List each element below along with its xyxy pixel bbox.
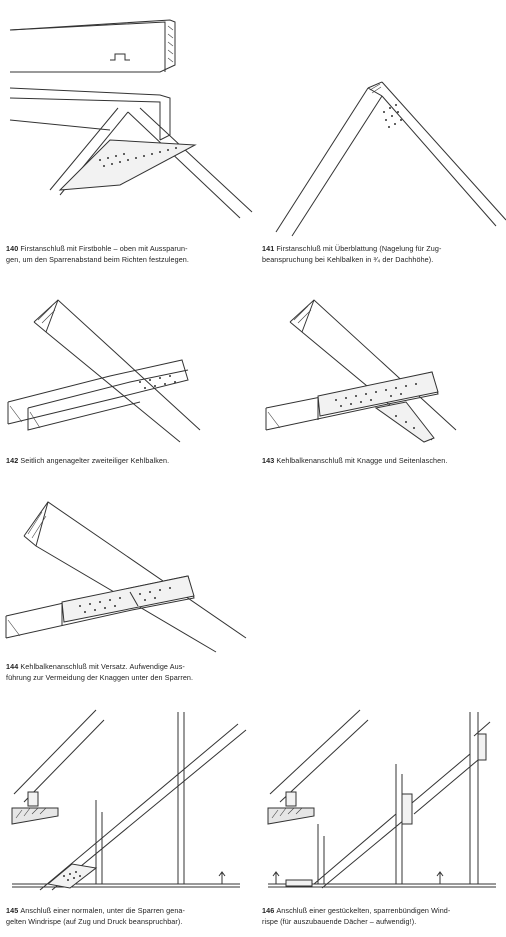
figure-143-drawing	[256, 290, 506, 450]
figure-144-drawing	[0, 488, 256, 658]
figure-145-drawing	[0, 704, 250, 900]
figure-142-text: Seitlich angenagelter zweiteiliger Kehlbalken.	[20, 456, 170, 465]
figure-143-caption	[262, 456, 502, 467]
figure-140-caption	[6, 244, 246, 265]
figure-142-number: 142	[6, 456, 21, 465]
figure-146-text: Anschluß einer gestückelten, sparrenbündigen Wind- rispe (für auszubauende Dächer – aufwendig!).	[262, 906, 451, 926]
figure-142-caption	[6, 456, 246, 467]
figure-141-number: 141	[262, 244, 277, 253]
figure-145-text: Anschluß einer normalen, unter die Sparren gena- gelten Windrispe (auf Zug und Druck beanspruchbar).	[6, 906, 186, 926]
figure-145-caption	[6, 906, 246, 927]
figure-140-number: 140	[6, 244, 21, 253]
figure-144-number: 144	[6, 662, 21, 671]
figure-141-drawing	[256, 0, 506, 240]
figure-140-drawing	[0, 0, 250, 230]
figure-143-number: 143	[262, 456, 277, 465]
figure-145-number: 145	[6, 906, 21, 915]
figure-146-caption	[262, 906, 502, 927]
figure-142-drawing	[0, 290, 250, 450]
figure-141-text: Firstanschluß mit Überblattung (Nagelung für Zug- beanspruchung bei Kehlbalken in ³⁄₄ der Dachhöhe).	[262, 244, 442, 264]
figure-146-number: 146	[262, 906, 277, 915]
figure-144-text: Kehlbalkenanschluß mit Versatz. Aufwendige Aus- führung zur Vermeidung der Knaggen unter den Sparren.	[6, 662, 194, 682]
figure-141-caption	[262, 244, 502, 265]
figure-144-caption	[6, 662, 252, 683]
figure-146-drawing	[256, 704, 506, 900]
figure-140-text: Firstanschluß mit Firstbohle – oben mit Aussparun- gen, um den Sparrenabstand beim Richten festzulegen.	[6, 244, 190, 264]
figure-143-text: Kehlbalkenanschluß mit Knagge und Seitenlaschen.	[276, 456, 448, 465]
